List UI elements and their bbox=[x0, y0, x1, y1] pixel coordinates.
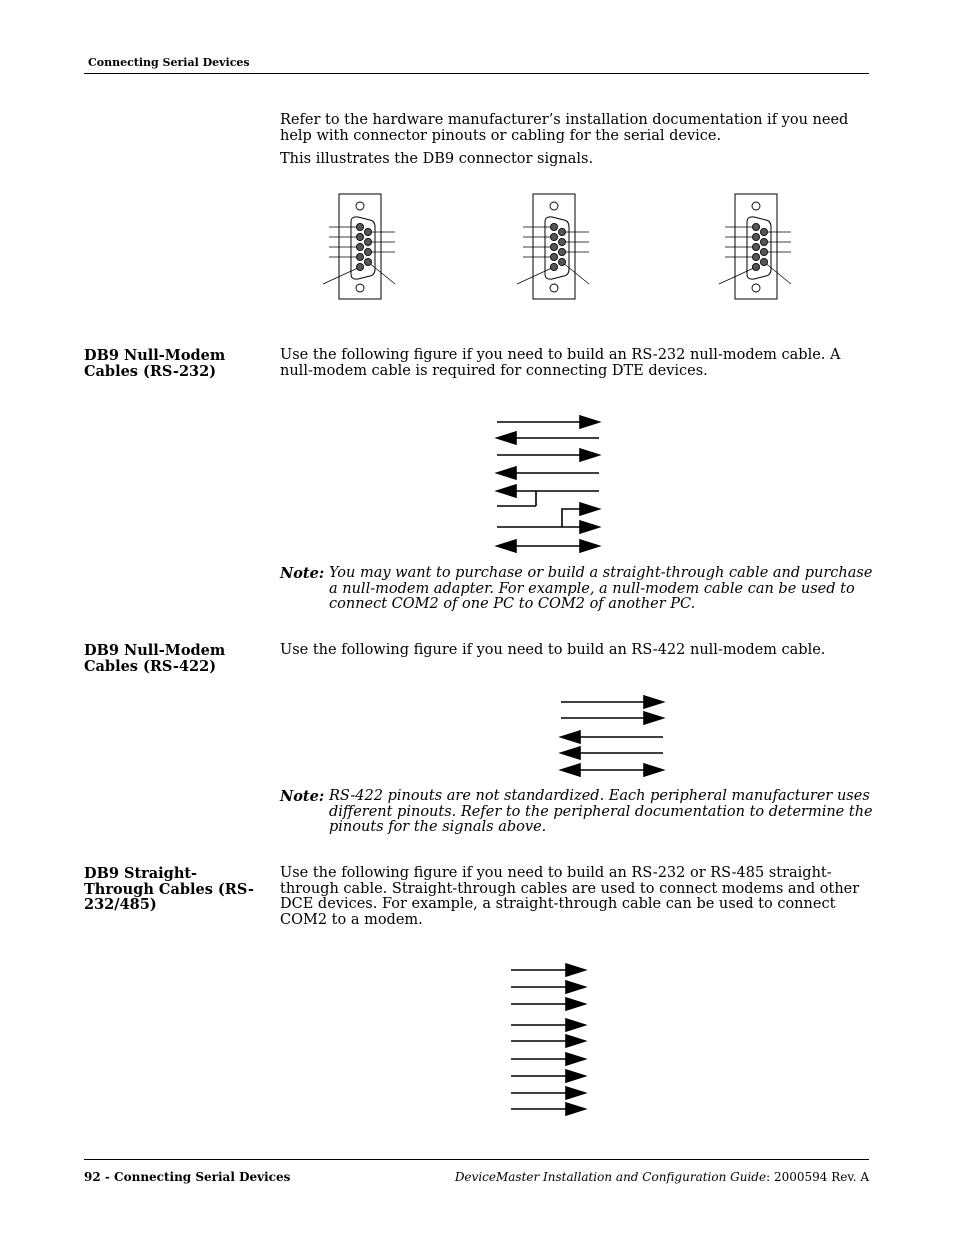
arrow-icon bbox=[566, 1035, 585, 1047]
arrow-icon bbox=[580, 521, 599, 533]
db9-connector-2 bbox=[517, 194, 589, 299]
section-heading-rs232-null-modem: DB9 Null-Modem Cables (RS-232) bbox=[84, 347, 226, 380]
arrow-icon bbox=[580, 449, 599, 461]
arrow-icon bbox=[566, 998, 585, 1010]
arrow-icon bbox=[566, 1019, 585, 1031]
arrow-icon bbox=[644, 696, 663, 708]
header-rule bbox=[84, 73, 869, 74]
db9-connector-figure bbox=[320, 190, 800, 305]
section-body-straight-through: Use the following figure if you need to build an RS-232 or RS-485 straight-through cable. Straight-through cables are used to connect modems and other DCE devices. For example, a straight-through cable can be used to connect COM2 to a modem. bbox=[280, 865, 860, 928]
arrow-icon bbox=[566, 964, 585, 976]
arrow-icon bbox=[566, 1103, 585, 1115]
arrow-icon bbox=[561, 747, 580, 759]
arrow-icon bbox=[561, 764, 580, 776]
note-rs422 bbox=[280, 789, 872, 837]
intro-paragraph-1: Refer to the hardware manufacturer’s installation documentation if you need help with connector pinouts or cabling for the serial device. bbox=[280, 112, 849, 144]
arrow-icon bbox=[497, 467, 516, 479]
note-label: Note: bbox=[280, 788, 325, 805]
page-header-title: Connecting Serial Devices bbox=[88, 56, 250, 69]
arrow-icon bbox=[580, 416, 599, 428]
arrow-icon bbox=[566, 1070, 585, 1082]
footer-guide-title: DeviceMaster Installation and Configuration Guide bbox=[454, 1170, 767, 1184]
arrow-icon bbox=[497, 485, 516, 497]
arrow-icon bbox=[497, 540, 516, 552]
intro-paragraph-2: This illustrates the DB9 connector signals. bbox=[280, 151, 594, 167]
arrow-icon bbox=[644, 764, 663, 776]
section-body-rs422-null-modem: Use the following figure if you need to build an RS-422 null-modem cable. bbox=[280, 642, 826, 658]
db9-connector-3 bbox=[719, 194, 791, 299]
rs422-null-modem-figure bbox=[556, 690, 671, 780]
arrow-icon bbox=[644, 712, 663, 724]
arrow-icon bbox=[580, 503, 599, 515]
note-label: Note: bbox=[280, 565, 325, 582]
section-heading-straight-through: DB9 Straight-Through Cables (RS-232/485) bbox=[84, 865, 254, 913]
section-heading-rs422-null-modem: DB9 Null-Modem Cables (RS-422) bbox=[84, 642, 226, 675]
arrow-icon bbox=[566, 1053, 585, 1065]
db9-connector-1 bbox=[323, 194, 395, 299]
section-body-rs232-null-modem: Use the following figure if you need to build an RS-232 null-modem cable. A null-modem cable is required for connecting DTE devices. bbox=[280, 347, 841, 379]
straight-through-figure bbox=[506, 960, 596, 1120]
arrow-icon bbox=[566, 981, 585, 993]
arrow-icon bbox=[566, 1087, 585, 1099]
note-rs232 bbox=[280, 566, 872, 614]
arrow-icon bbox=[561, 731, 580, 743]
rs232-null-modem-figure bbox=[492, 410, 607, 560]
footer-page-label: 92 - Connecting Serial Devices bbox=[84, 1170, 291, 1184]
arrow-icon bbox=[580, 540, 599, 552]
footer-document-title bbox=[455, 1170, 869, 1184]
footer-revision: : 2000594 Rev. A bbox=[766, 1170, 869, 1184]
note-text: RS-422 pinouts are not standardized. Each peripheral manufacturer uses different pinouts. Refer to the peripheral documentation to determine the pinouts for the signals above. bbox=[329, 788, 873, 835]
note-text: You may want to purchase or build a straight-through cable and purchase a null-modem adapter. For example, a null-modem cable can be used to connect COM2 of one PC to COM2 of another PC. bbox=[329, 565, 873, 612]
footer-rule bbox=[84, 1159, 869, 1160]
arrow-icon bbox=[497, 432, 516, 444]
